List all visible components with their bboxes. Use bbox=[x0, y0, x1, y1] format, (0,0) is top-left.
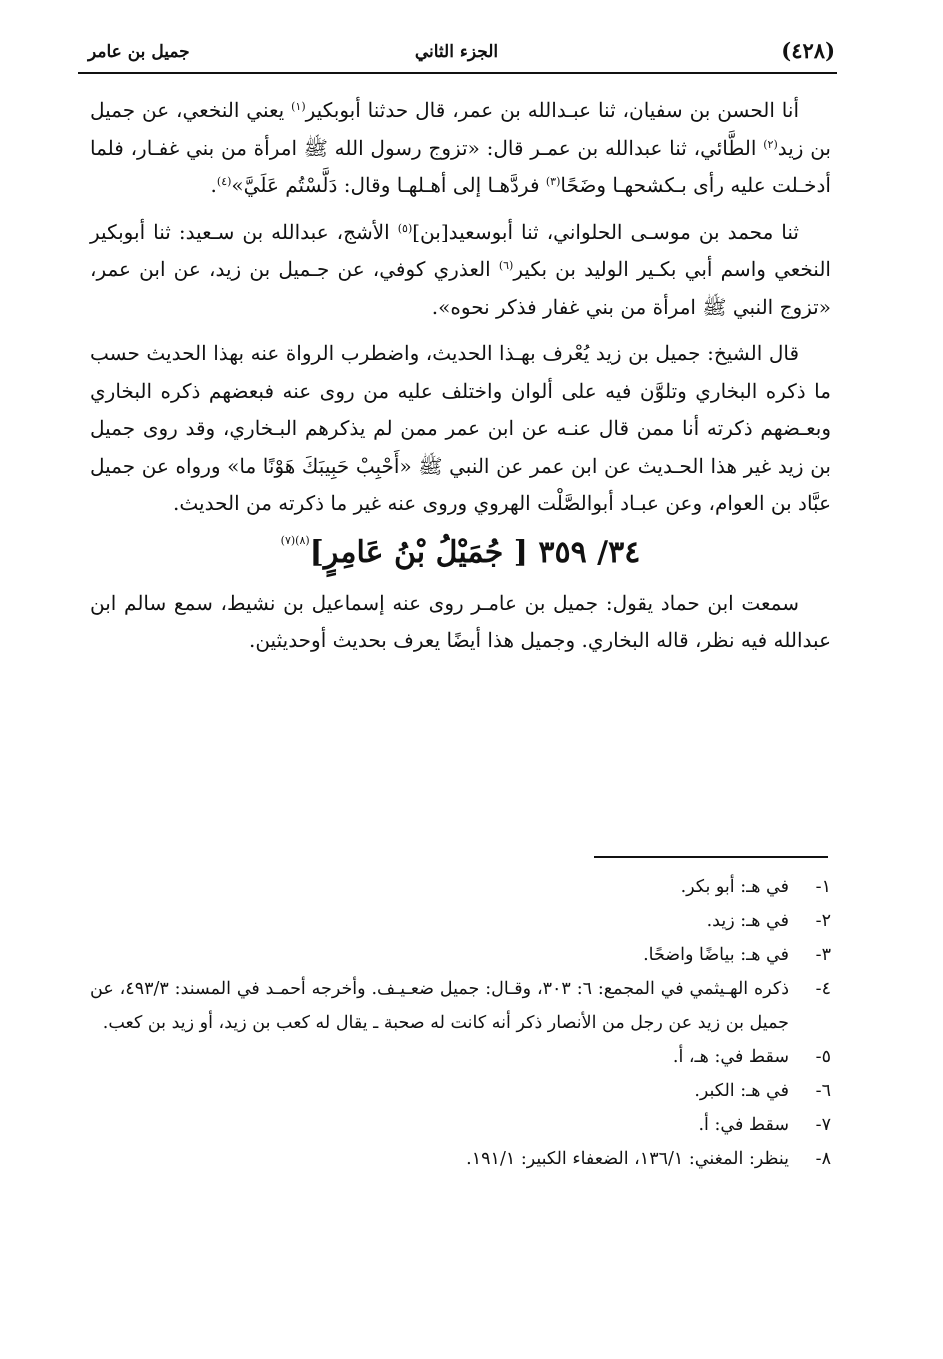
footnote bbox=[90, 870, 831, 904]
text-segment: أنا الحسن بن سفيان، ثنا عبـدالله بن عمر، قال حدثنا أبوبكير bbox=[305, 98, 800, 122]
footnote-ref[interactable]: (٥) bbox=[397, 221, 413, 235]
footnote-text: سقط في: هـ، أ. bbox=[672, 1047, 789, 1067]
footnote-text: في هـ: أبو بكر. bbox=[680, 877, 789, 897]
footnote-text: سقط في: أ. bbox=[698, 1115, 789, 1135]
footnote-text: ذكره الهـيثمي في المجمع: ٦: ٣٠٣، وقـال: جميل ضعـيـف. وأخرجه أحمـد في المسند: ٤٩٣/٣، عن جميل بن زيد عن رجل من الأنصار ذكر أنه كانت له صحبة ـ يقال له كعب بن زيد، أو زيد بن كعب. bbox=[90, 979, 789, 1033]
paragraph-2 bbox=[90, 214, 831, 327]
volume-label: الجزء الثاني bbox=[414, 42, 499, 62]
footnote bbox=[90, 1142, 831, 1176]
text-segment: فردَّهـا إلى أهـلهـا وقال: دَلَّسْتُم عَلَيَّ» bbox=[231, 173, 546, 197]
paragraph-4: سمعت ابن حماد يقول: جميل بن عامـر روى عنه إسماعيل بن نشيط، سمع سالم ابن عبدالله فيه نظر، قاله البخاري. وجميل هذا أيضًا يعرف بحديث أوحديثين. bbox=[90, 590, 831, 652]
footnote-ref[interactable]: (٢) bbox=[763, 137, 778, 151]
footnote-number: ٦- bbox=[815, 1081, 831, 1101]
footnote bbox=[90, 1040, 831, 1074]
footnote-number: ٢- bbox=[815, 911, 831, 931]
footnote bbox=[90, 1074, 831, 1108]
footnote-ref[interactable]: (١) bbox=[291, 100, 306, 113]
footnote-number: ٨- bbox=[815, 1149, 831, 1169]
text-segment: الأشج، عبدالله بن سـعيد: ثنا أبوبكير النخعي واسم أبي بكـير الوليد بن بكير bbox=[90, 219, 831, 281]
footnote bbox=[90, 1108, 831, 1142]
footnote-number: ١- bbox=[815, 877, 831, 897]
footnote-ref[interactable]: (٤) bbox=[216, 175, 232, 188]
footnote-number: ٥- bbox=[815, 1047, 831, 1067]
footnote-text: في هـ: الكبر. bbox=[694, 1081, 789, 1101]
footnotes bbox=[90, 870, 831, 1176]
running-title: جميل بن عامر bbox=[88, 42, 190, 62]
text-segment: العذري كوفي، عن جـميل بن زيد، عن ابن عمر، «تزوج النبي ﷺ امرأة من بني غفار فذكر نحوه». bbox=[90, 257, 831, 319]
paragraph-3: قال الشيخ: جميل بن زيد يُعْرف بهـذا الحديث، واضطرب الرواة عنه بهذا الحديث حسب ما ذكره البخاري وتلوَّن فيه على ألوان واختلف عليه من روى عنه فبعضهم ذكره البخاري وبعـضهم ذكرته أنا ممن قال عنـه عن ابن عمر ممن لم يذكرهم البـخاري، وقد روى جميل بن زيد غير هذا الحـديث عن ابن عمر عن النبي ﷺ «أَحْبِبْ حَبِيبَكَ هَوْنًا ما» ورواه عن جميل عبَّاد بن العوام، وعن عبـاد أبوالصَّلْت الهروي وروى عنه غير ما ذكرته من الحديث. bbox=[90, 341, 832, 515]
text-segment: ثنا محمد بن موسـى الحلواني، ثنا أبوسعيد[بن] bbox=[412, 219, 799, 244]
paragraph-1 bbox=[90, 92, 831, 205]
footnote-divider bbox=[594, 856, 828, 858]
section-heading bbox=[90, 531, 831, 575]
text-segment: . bbox=[210, 173, 217, 197]
footnote-text: في هـ: بياضًا واضحًا. bbox=[643, 945, 789, 965]
section-heading-text: ٣٤/ ٣٥٩ [ جُمَيْلُ بْنُ عَامِرٍ] bbox=[309, 534, 641, 570]
text-segment: الطَّائي، ثنا عبدالله بن عمـر قال: «تزوج رسول الله ﷺ امرأة من بني غفـار، فلما أدخـلت عليه رأى بـكشحهـا وضَحًا bbox=[90, 135, 831, 197]
text-segment: يعني النخعي، عن جميل بن زيد bbox=[90, 98, 831, 160]
main-text bbox=[90, 92, 831, 669]
page-number: (٤٢٨) bbox=[781, 38, 835, 63]
footnote bbox=[90, 904, 831, 938]
footnote bbox=[90, 972, 831, 1040]
footnote-ref[interactable]: (٨)(٧) bbox=[280, 533, 310, 547]
page-header bbox=[78, 38, 835, 74]
footnote-number: ٤- bbox=[815, 979, 831, 999]
footnote-number: ٧- bbox=[815, 1115, 831, 1135]
footnote bbox=[90, 938, 831, 972]
footnote-text: ينظر: المغني: ١٣٦/١، الضعفاء الكبير: ١٩١/١. bbox=[466, 1149, 789, 1169]
footnote-number: ٣- bbox=[815, 945, 831, 965]
footnote-ref[interactable]: (٦) bbox=[498, 259, 514, 272]
header-divider bbox=[78, 72, 837, 74]
footnote-ref[interactable]: (٣) bbox=[545, 175, 561, 188]
footnote-text: في هـ: زيد. bbox=[706, 911, 789, 931]
